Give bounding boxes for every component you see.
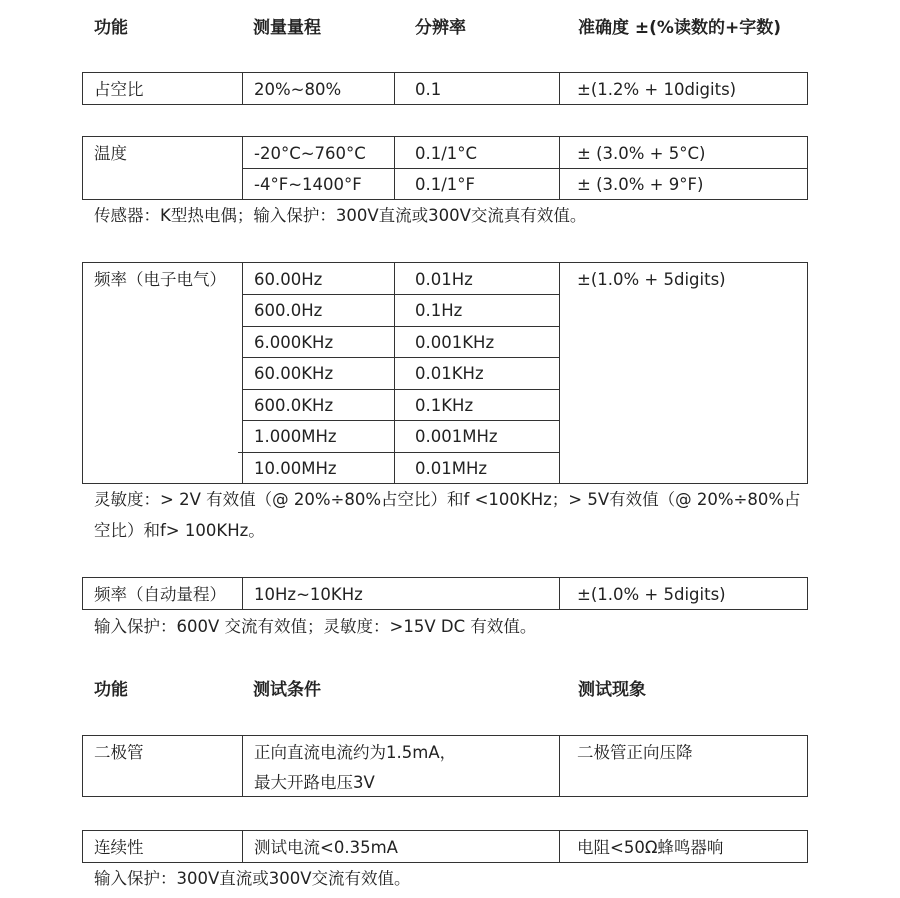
temperature-range-celsius: -20°C~760°C — [254, 144, 366, 163]
frequency-resolution-row: 0.01Hz — [415, 270, 473, 289]
frequency-range-row: 60.00Hz — [254, 270, 323, 289]
frequency-resolution-row: 0.01MHz — [415, 459, 488, 478]
header-accuracy: 准确度 ±(%读数的+字数) — [578, 18, 781, 38]
duty-cycle-table — [82, 72, 808, 105]
frequency-electrical-table — [82, 262, 808, 484]
header-range: 测量量程 — [253, 18, 321, 38]
diode-phenomenon: 二极管正向压降 — [577, 743, 693, 762]
frequency-range-row: 600.0KHz — [254, 396, 334, 415]
frequency-resolution-row: 0.1Hz — [415, 301, 463, 320]
frequency-range-row: 1.000MHz — [254, 427, 337, 446]
frequency-resolution-row: 0.01KHz — [415, 364, 484, 383]
header2-function: 功能 — [94, 680, 128, 700]
header2-test-condition: 测试条件 — [253, 680, 321, 700]
frequency-range-row: 600.0Hz — [254, 301, 323, 320]
frequency-electrical-note-line2: 空比）和f> 100KHz。 — [94, 521, 265, 540]
temperature-range-fahrenheit: -4°F~1400°F — [254, 175, 362, 194]
temperature-resolution-celsius: 0.1/1°C — [415, 144, 478, 163]
frequency-range-row: 10.00MHz — [254, 459, 337, 478]
frequency-resolution-row: 0.1KHz — [415, 396, 474, 415]
temperature-table — [82, 136, 808, 200]
frequency-electrical-function: 频率（电子电气） — [94, 270, 226, 289]
duty-resolution: 0.1 — [415, 80, 442, 99]
diode-function: 二极管 — [94, 743, 144, 762]
temperature-accuracy-fahrenheit: ± (3.0% + 9°F) — [577, 175, 704, 194]
frequency-range-row: 6.000KHz — [254, 333, 334, 352]
continuity-phenomenon: 电阻<50Ω蜂鸣器响 — [577, 838, 724, 857]
temperature-note: 传感器：K型热电偶；输入保护：300V直流或300V交流真有效值。 — [94, 206, 587, 225]
temperature-accuracy-celsius: ± (3.0% + 5°C) — [577, 144, 706, 163]
frequency-resolution-row: 0.001KHz — [415, 333, 495, 352]
frequency-auto-accuracy: ±(1.0% + 5digits) — [577, 585, 726, 604]
continuity-table — [82, 830, 808, 863]
frequency-auto-note: 输入保护：600V 交流有效值；灵敏度：>15V DC 有效值。 — [94, 617, 537, 636]
header-resolution: 分辨率 — [415, 18, 466, 38]
header-function: 功能 — [94, 18, 128, 38]
continuity-note: 输入保护：300V直流或300V交流有效值。 — [94, 869, 411, 888]
diode-table — [82, 735, 808, 797]
continuity-function: 连续性 — [94, 838, 144, 857]
header2-test-phenomenon: 测试现象 — [578, 680, 646, 700]
frequency-auto-table — [82, 577, 808, 610]
frequency-electrical-accuracy: ±(1.0% + 5digits) — [577, 270, 726, 289]
frequency-electrical-note-line1: 灵敏度：> 2V 有效值（@ 20%÷80%占空比）和f <100KHz；> 5V有效值（@ 20%÷80%占 — [94, 490, 801, 509]
duty-range: 20%~80% — [254, 80, 342, 99]
duty-accuracy: ±(1.2% + 10digits) — [577, 80, 737, 99]
temperature-function: 温度 — [94, 144, 127, 163]
frequency-resolution-row: 0.001MHz — [415, 427, 498, 446]
diode-condition-line2: 最大开路电压3V — [254, 773, 375, 792]
temperature-resolution-fahrenheit: 0.1/1°F — [415, 175, 476, 194]
frequency-range-row: 60.00KHz — [254, 364, 334, 383]
diode-condition-line1: 正向直流电流约为1.5mA， — [254, 743, 457, 762]
frequency-auto-range: 10Hz~10KHz — [254, 585, 363, 604]
duty-function: 占空比 — [94, 80, 144, 99]
continuity-condition: 测试电流<0.35mA — [254, 838, 398, 857]
frequency-auto-function: 频率（自动量程） — [94, 585, 226, 604]
